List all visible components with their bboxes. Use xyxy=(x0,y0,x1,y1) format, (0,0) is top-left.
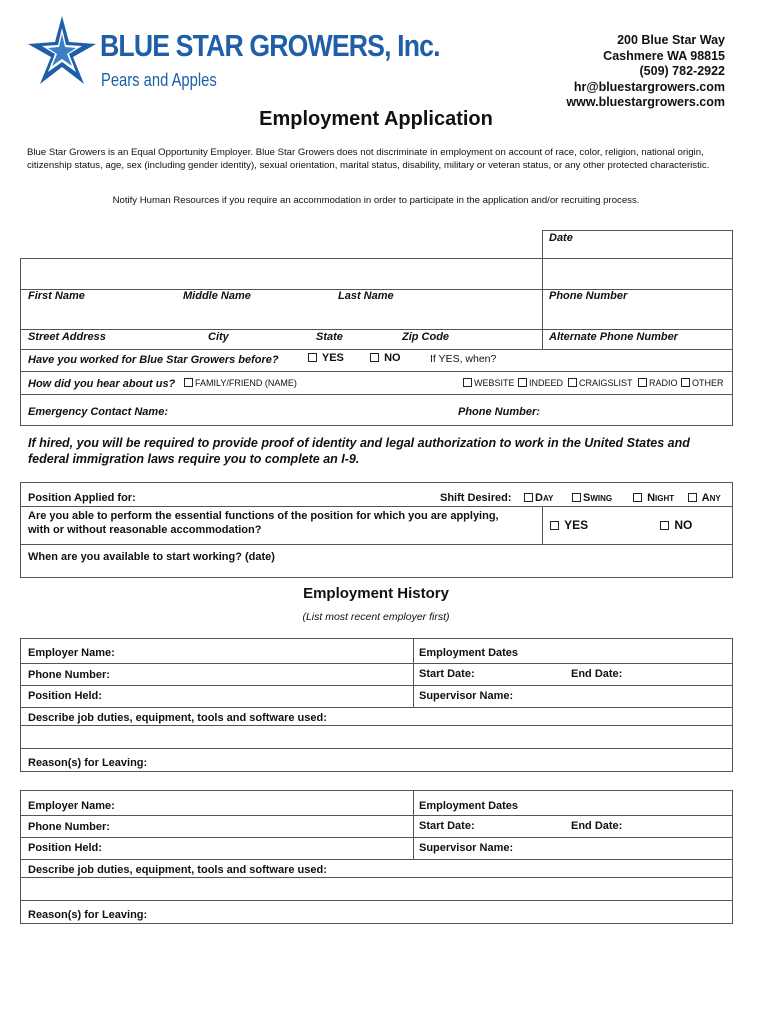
checkbox-icon[interactable] xyxy=(688,493,697,502)
no-label: NO xyxy=(384,352,401,364)
checkbox-icon[interactable] xyxy=(370,353,379,362)
start-date-label: Start Date: xyxy=(419,820,475,832)
checkbox-icon[interactable] xyxy=(638,378,647,387)
checkbox-icon[interactable] xyxy=(524,493,533,502)
street-label: Street Address xyxy=(28,331,106,343)
job-duties-label: Describe job duties, equipment, tools and software used: xyxy=(28,712,327,724)
source-label: INDEED xyxy=(529,378,564,388)
source-website[interactable] xyxy=(463,378,515,388)
checkbox-icon[interactable] xyxy=(308,353,317,362)
star-icon xyxy=(26,14,98,86)
last-name-label: Last Name xyxy=(338,290,394,302)
website-link[interactable]: www.bluestargrowers.com xyxy=(566,95,725,109)
shift-any[interactable] xyxy=(688,492,721,504)
emergency-contact-label: Emergency Contact Name: xyxy=(28,406,168,418)
alt-phone-label: Alternate Phone Number xyxy=(549,331,678,343)
source-craigslist[interactable] xyxy=(568,378,633,388)
name-field[interactable] xyxy=(21,259,541,289)
i9-notice: If hired, you will be required to provide proof of identity and legal authorization to work in the United States and federal immigration laws require you to complete an I-9. xyxy=(28,436,690,466)
employer-name-label: Employer Name: xyxy=(28,800,115,812)
end-date-label: End Date: xyxy=(571,668,623,680)
source-radio[interactable] xyxy=(638,378,678,388)
employer-block xyxy=(20,638,733,772)
employer-block xyxy=(20,790,733,924)
source-label: FAMILY/FRIEND (NAME) xyxy=(195,378,297,388)
phone-label: Phone Number xyxy=(549,290,628,302)
essential-no[interactable] xyxy=(660,518,692,532)
zip-label: Zip Code xyxy=(402,331,450,343)
first-name-label: First Name xyxy=(28,290,85,302)
checkbox-icon[interactable] xyxy=(550,521,559,530)
supervisor-label: Supervisor Name: xyxy=(419,690,514,702)
worked-before-yes[interactable] xyxy=(308,352,344,364)
source-label: WEBSITE xyxy=(474,378,515,388)
worked-before-no[interactable] xyxy=(370,352,401,364)
checkbox-icon[interactable] xyxy=(633,493,642,502)
source-family[interactable] xyxy=(184,378,297,388)
email-link[interactable]: hr@bluestargrowers.com xyxy=(573,79,725,94)
date-field[interactable] xyxy=(543,247,733,259)
emergency-phone-label: Phone Number: xyxy=(458,406,540,418)
shift-label: Swing xyxy=(583,492,613,504)
worked-before-label: Have you worked for Blue Star Growers before? xyxy=(28,354,279,366)
employer-name-label: Employer Name: xyxy=(28,647,115,659)
essential-functions-question: Are you able to perform the essential functions of the position for which you are applying, with or without reasonable accommodation? xyxy=(28,510,499,536)
source-label: RADIO xyxy=(649,378,678,388)
reason-leaving-label: Reason(s) for Leaving: xyxy=(28,909,148,921)
middle-name-label: Middle Name xyxy=(183,290,251,302)
supervisor-label: Supervisor Name: xyxy=(419,842,514,854)
source-indeed[interactable] xyxy=(518,378,563,388)
position-held-label: Position Held: xyxy=(28,842,102,854)
employment-dates-label: Employment Dates xyxy=(419,647,519,659)
checkbox-icon[interactable] xyxy=(681,378,690,387)
page-title: Employment Application xyxy=(259,108,493,130)
phone-line: (509) 782-2922 xyxy=(639,64,725,78)
shift-swing[interactable] xyxy=(572,492,612,504)
yes-label: YES xyxy=(564,518,589,532)
shift-desired-label: Shift Desired: xyxy=(440,492,512,504)
checkbox-icon[interactable] xyxy=(568,378,577,387)
source-other[interactable] xyxy=(681,378,724,388)
checkbox-icon[interactable] xyxy=(463,378,472,387)
section-heading: Employment History xyxy=(303,585,449,602)
phone-label: Phone Number: xyxy=(28,821,110,833)
company-address xyxy=(566,33,725,111)
shift-label: Day xyxy=(535,492,554,504)
checkbox-icon[interactable] xyxy=(660,521,669,530)
phone-label: Phone Number: xyxy=(28,669,110,681)
yes-label: YES xyxy=(321,352,344,364)
if-yes-label: If YES, when? xyxy=(430,353,497,365)
section-subheading: (List most recent employer first) xyxy=(302,611,450,623)
shift-label: Any xyxy=(701,492,721,504)
address-line: Cashmere WA 98815 xyxy=(603,48,725,63)
essential-yes[interactable] xyxy=(550,518,588,532)
position-held-label: Position Held: xyxy=(28,690,102,702)
address-field[interactable] xyxy=(21,304,541,329)
shift-day[interactable] xyxy=(524,492,553,504)
state-label: State xyxy=(316,331,343,343)
address-line: 200 Blue Star Way xyxy=(617,33,725,47)
start-date-label: Start Date: xyxy=(419,668,475,680)
shift-label: Night xyxy=(647,492,675,504)
date-label: Date xyxy=(549,232,573,244)
company-name: BLUE STAR GROWERS, Inc. xyxy=(100,28,440,63)
checkbox-icon[interactable] xyxy=(572,493,581,502)
source-label: OTHER xyxy=(692,378,724,388)
employment-dates-label: Employment Dates xyxy=(419,800,519,812)
position-applied-label: Position Applied for: xyxy=(28,492,136,504)
checkbox-icon[interactable] xyxy=(184,378,193,387)
checkbox-icon[interactable] xyxy=(518,378,527,387)
company-tagline: Pears and Apples xyxy=(101,70,217,90)
end-date-label: End Date: xyxy=(571,820,623,832)
city-label: City xyxy=(208,331,229,343)
shift-night[interactable] xyxy=(633,492,674,504)
no-label: NO xyxy=(674,518,693,532)
eeo-statement: Blue Star Growers is an Equal Opportunity Employer. Blue Star Growers does not discriminate in employment on account of race, color, religion, national origin, citizenship status, age, sex (including gender identity), sexual orientation, marital status, disability, military or veteran status, or any other protected characteristic. xyxy=(27,147,710,171)
heard-about-label: How did you hear about us? xyxy=(28,378,176,390)
accommodation-notice: Notify Human Resources if you require an accommodation in order to participate in the application and/or recruiting process. xyxy=(112,195,640,206)
availability-label: When are you available to start working? (date) xyxy=(28,551,275,563)
job-duties-label: Describe job duties, equipment, tools and software used: xyxy=(28,864,327,876)
source-label: CRAIGSLIST xyxy=(579,378,633,388)
reason-leaving-label: Reason(s) for Leaving: xyxy=(28,757,148,769)
